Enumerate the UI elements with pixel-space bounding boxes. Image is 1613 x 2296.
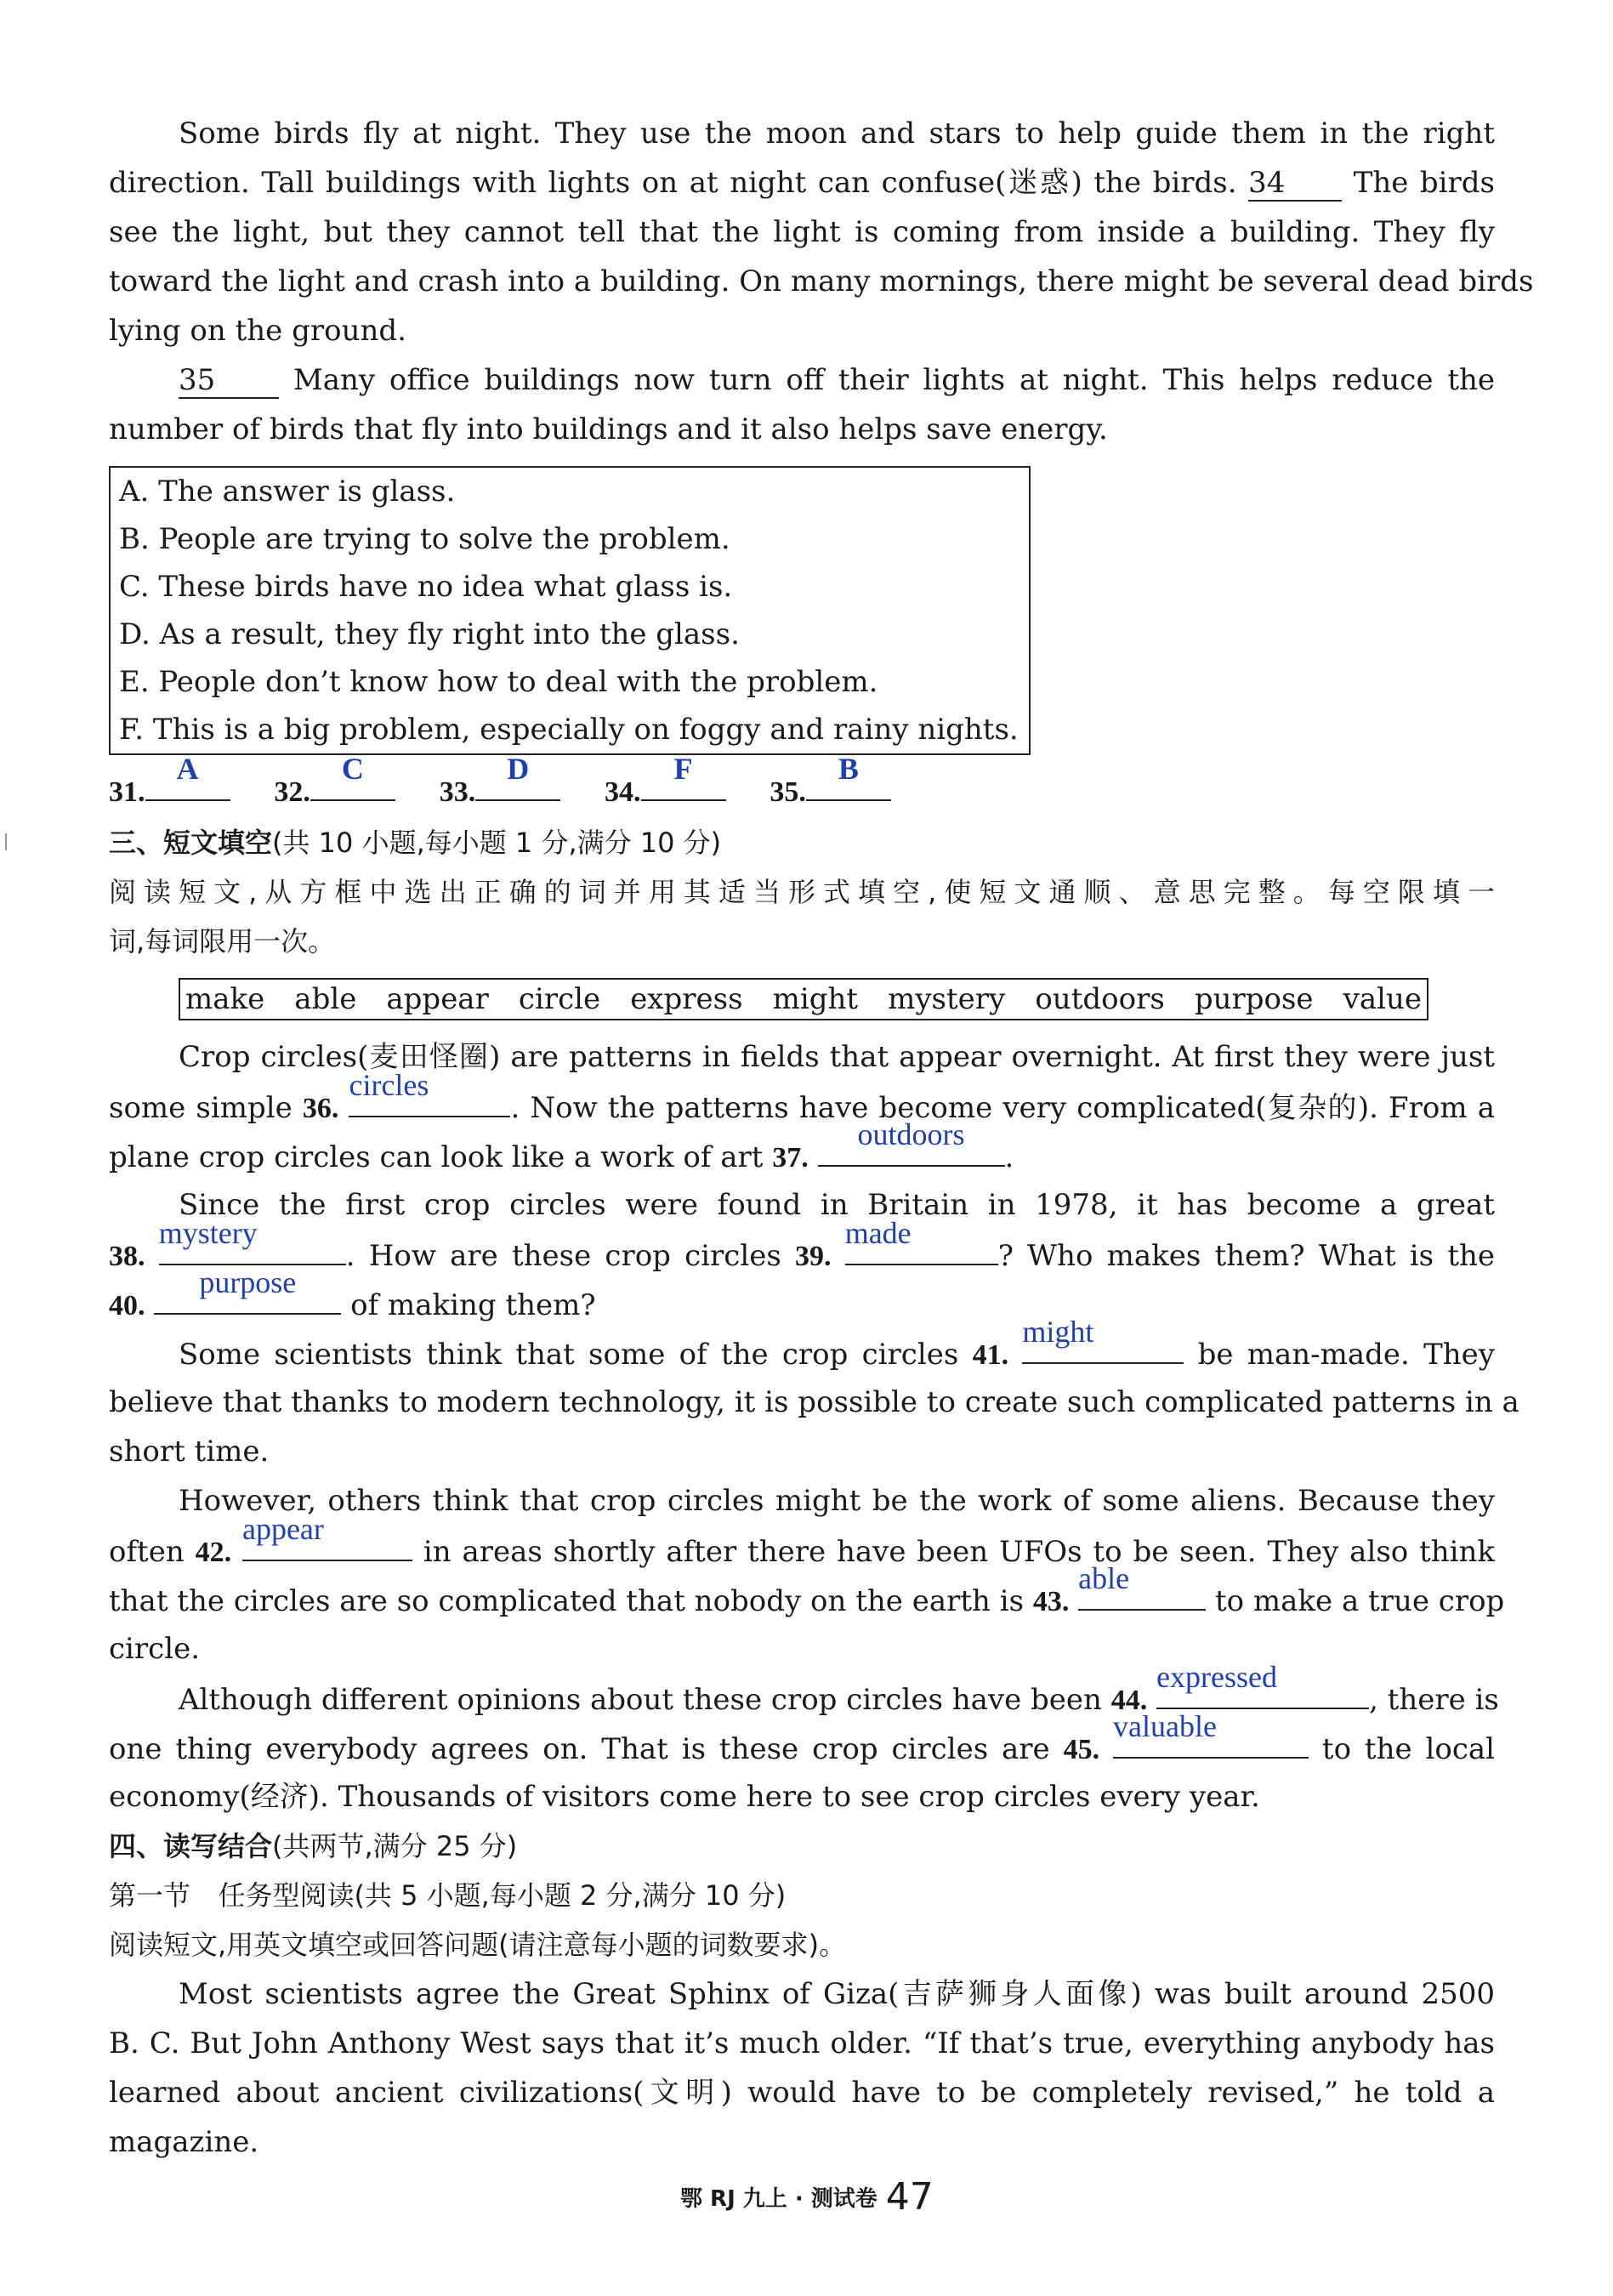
word-make: make xyxy=(185,982,265,1016)
section4-line4: magazine. xyxy=(109,2125,259,2159)
cloze-p1-line3: plane crop circles can look like a work of art 37. outdoors . xyxy=(109,1117,1014,1174)
para2-line2: number of birds that fly into buildings and it also helps save energy. xyxy=(109,412,1108,446)
blank-35: 35 xyxy=(179,363,279,399)
answer-35: 35. B xyxy=(770,765,891,809)
blank-42: appear xyxy=(242,1526,412,1561)
answer-34: 34. F xyxy=(605,765,726,809)
cloze-p4-line1: However, others think that crop circles might be the work of some aliens. Because they xyxy=(179,1484,1495,1518)
para1-line5: lying on the ground. xyxy=(109,314,406,348)
word-might: might xyxy=(772,982,859,1016)
cloze-p3-line2: believe that thanks to modern technology, it is possible to create such complicated patterns in a xyxy=(109,1385,1519,1419)
option-c: C. These birds have no idea what glass is. xyxy=(119,570,733,604)
blank-37: outdoors xyxy=(818,1131,1005,1167)
cloze-p3-line1: Some scientists think that some of the crop circles 41. might be man-made. They xyxy=(179,1315,1495,1372)
cloze-p2-line3: 40. purpose of making them? xyxy=(109,1265,596,1322)
cloze-p1-line1: Crop circles(麦田怪圈) are patterns in fields that appear overnight. At first they were just xyxy=(179,1040,1495,1074)
word-circle: circle xyxy=(518,982,601,1016)
blank-43: able xyxy=(1078,1575,1206,1611)
word-appear: appear xyxy=(386,982,489,1016)
para1-line2: direction. Tall buildings with lights on at night can confuse(迷惑) the birds. 34 The birds xyxy=(109,166,1496,200)
word-purpose: purpose xyxy=(1194,982,1314,1016)
section4-instr: 阅读短文,用英文填空或回答问题(请注意每小题的词数要求)。 xyxy=(109,1929,847,1961)
blank-36: circles xyxy=(349,1082,510,1117)
answer-32: 32. C xyxy=(274,765,395,809)
cloze-p5-line2: one thing everybody agrees on. That is these crop circles are 45. valuable to the local xyxy=(109,1709,1496,1766)
para1-line3: see the light, but they cannot tell that the light is coming from inside a building. They fly xyxy=(109,215,1495,249)
cloze-p1-line2: some simple 36. circles . Now the patterns have become very complicated(复杂的). From a xyxy=(109,1068,1495,1125)
section4-part1-heading: 第一节 任务型阅读(共 5 小题,每小题 2 分,满分 10 分) xyxy=(109,1879,787,1912)
blank-41: might xyxy=(1022,1328,1184,1364)
cloze-p2-line1: Since the first crop circles were found in Britain in 1978, it has become a great xyxy=(179,1188,1495,1222)
word-mystery: mystery xyxy=(888,982,1006,1016)
answer-row-31-35 xyxy=(109,752,925,809)
para2-line1: 35 Many office buildings now turn off their lights at night. This helps reduce the xyxy=(179,363,1495,397)
section4-line1: Most scientists agree the Great Sphinx of Giza(吉萨狮身人面像) was built around 2500 xyxy=(179,1977,1495,2011)
cloze-p2-line2: 38. mystery . How are these crop circles 39. made ? Who makes them? What is the xyxy=(109,1216,1495,1273)
footer-label: 鄂 RJ 九上 · 测试卷 xyxy=(680,2186,877,2212)
blank-38: mystery xyxy=(159,1230,346,1265)
option-a: A. The answer is glass. xyxy=(119,475,456,509)
word-value: value xyxy=(1343,982,1422,1016)
cloze-p5-line1: Although different opinions about these crop circles have been 44. expressed , there is xyxy=(179,1660,1499,1717)
blank-44: expressed xyxy=(1156,1674,1369,1709)
word-bank-box xyxy=(179,978,1428,1020)
option-e: E. People don’t know how to deal with the problem. xyxy=(119,665,878,699)
margin-mark xyxy=(5,833,7,850)
section3-heading: 三、短文填空(共 10 小题,每小题 1 分,满分 10 分) xyxy=(109,827,722,859)
blank-40: purpose xyxy=(154,1279,341,1315)
options-box xyxy=(109,466,1031,755)
para1-line4: toward the light and crash into a building. On many mornings, there might be several dead birds xyxy=(109,264,1534,298)
answer-31: 31. A xyxy=(109,765,230,809)
page-number: 47 xyxy=(885,2175,934,2219)
cloze-p4-line3: that the circles are so complicated that nobody on the earth is 43. able to make a true crop xyxy=(109,1561,1505,1618)
word-able: able xyxy=(294,982,357,1016)
cloze-p4-line4: circle. xyxy=(109,1632,201,1666)
para1-line1: Some birds fly at night. They use the moon and stars to help guide them in the right xyxy=(179,117,1495,151)
blank-45: valuable xyxy=(1113,1723,1309,1759)
cloze-p3-line3: short time. xyxy=(109,1435,270,1469)
answer-33: 33. D xyxy=(440,765,561,809)
option-b: B. People are trying to solve the problem. xyxy=(119,522,730,556)
section4-line2: B. C. But John Anthony West says that it’s much older. “If that’s true, everything anybody has xyxy=(109,2026,1495,2060)
page-footer xyxy=(680,2175,934,2219)
cloze-p4-line2: often 42. appear in areas shortly after there have been UFOs to be seen. They also think xyxy=(109,1512,1496,1569)
blank-39: made xyxy=(845,1230,998,1265)
option-d: D. As a result, they fly right into the glass. xyxy=(119,617,740,651)
word-outdoors: outdoors xyxy=(1035,982,1165,1016)
blank-34: 34 xyxy=(1248,166,1342,202)
cloze-p5-line3: economy(经济). Thousands of visitors come here to see crop circles every year. xyxy=(109,1780,1260,1814)
section4-heading: 四、读写结合(共两节,满分 25 分) xyxy=(109,1830,518,1862)
section3-instr2: 词,每词限用一次。 xyxy=(109,925,336,958)
option-f: F. This is a big problem, especially on foggy and rainy nights. xyxy=(119,713,1019,747)
section4-line3: learned about ancient civilizations(文明) would have to be completely revised,” he told a xyxy=(109,2076,1495,2110)
section3-instr1: 阅读短文,从方框中选出正确的词并用其适当形式填空,使短文通顺、意思完整。每空限填一 xyxy=(109,876,1495,908)
word-express: express xyxy=(630,982,743,1016)
